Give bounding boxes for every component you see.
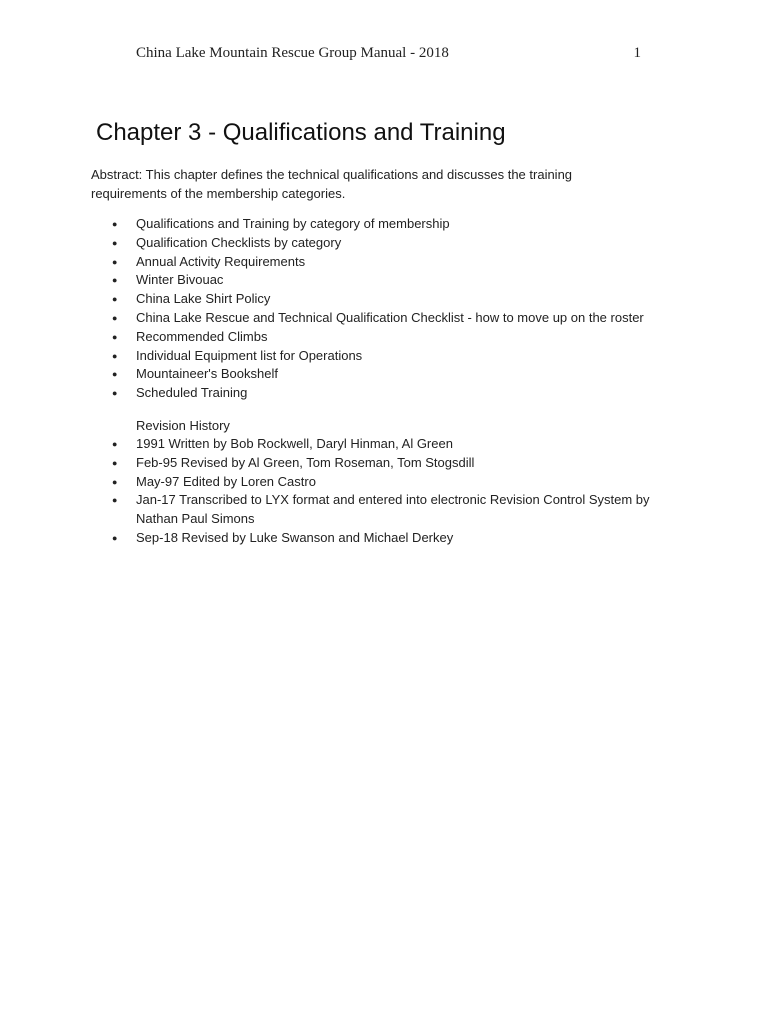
revision-entry-text: May-97 Edited by Loren Castro <box>136 473 316 489</box>
topic-item: ● Annual Activity Requirements <box>0 253 644 272</box>
revision-entry <box>0 473 676 492</box>
topic-item: ● Qualification Checklists by category <box>0 234 644 253</box>
revision-entry-text: Feb-95 Revised by Al Green, Tom Roseman, Tom Stogsdill <box>136 454 475 470</box>
topic-item: ● Winter Bivouac <box>0 271 644 290</box>
running-header <box>136 45 646 67</box>
page-number: 1 <box>633 45 641 61</box>
revision-entry <box>0 529 676 548</box>
revision-entry-text: 1991 Written by Bob Rockwell, Daryl Hinman, Al Green <box>136 436 453 451</box>
abstract-paragraph: Abstract: This chapter defines the technical qualifications and discusses the training requirements of the membership categories. <box>91 167 573 201</box>
topic-item: ● Qualifications and Training by category of membership <box>0 215 644 234</box>
chapter-title: Chapter 3 - Qualifications and Training <box>96 119 506 146</box>
revision-entry-text: Sep-18 Revised by Luke Swanson and Michael Derkey <box>136 529 454 545</box>
revision-entry <box>0 454 676 473</box>
topic-item: ● Individual Equipment list for Operations <box>0 347 644 366</box>
topics-list <box>0 215 644 403</box>
topic-item: ● China Lake Rescue and Technical Qualification Checklist - how to move up on the roster <box>0 309 644 328</box>
topic-item: ● Scheduled Training <box>0 384 644 403</box>
revision-history-heading: Revision History <box>136 418 230 433</box>
header-title: China Lake Mountain Rescue Group Manual - 2018 <box>136 45 449 61</box>
revision-entry <box>0 491 676 529</box>
revision-entry-text: Jan-17 Transcribed to LYX format and entered into electronic Revision Control System by Nathan Paul Simons <box>136 492 650 527</box>
topic-item: ● Recommended Climbs <box>0 328 644 347</box>
topic-item: ● China Lake Shirt Policy <box>0 290 644 309</box>
topic-item: ● Mountaineer's Bookshelf <box>0 365 644 384</box>
revision-entry <box>0 435 676 454</box>
revision-history-list <box>0 435 676 548</box>
